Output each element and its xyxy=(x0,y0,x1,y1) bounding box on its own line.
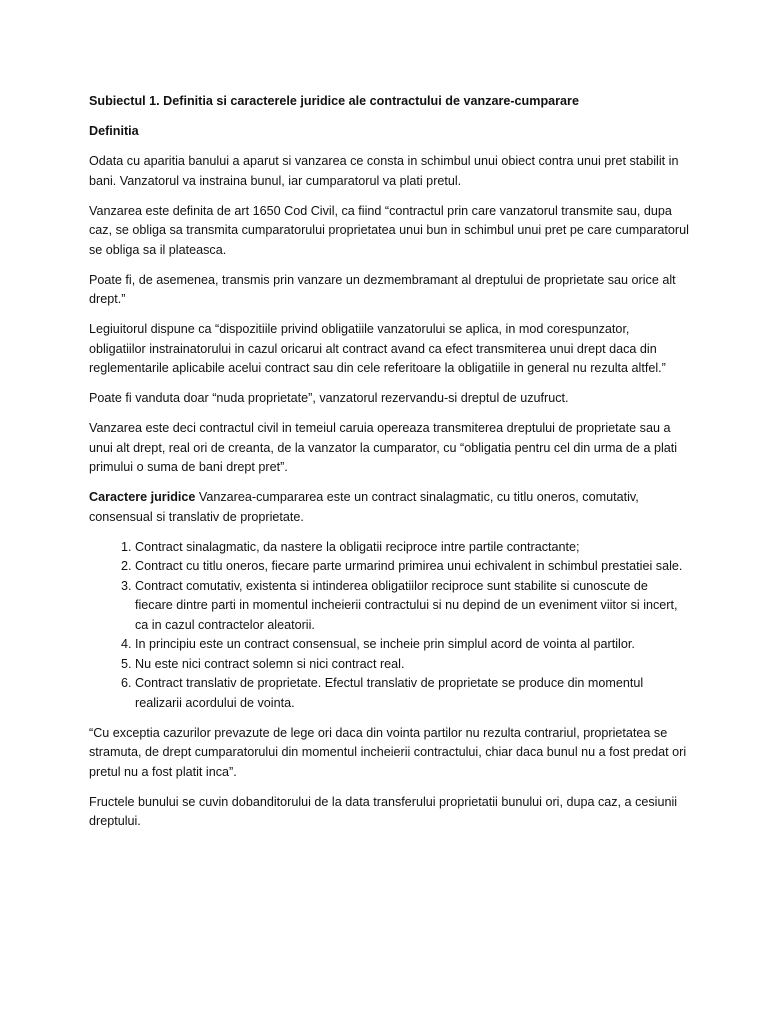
list-item: 6. Contract translativ de proprietate. Efectul translativ de proprietate se produce din momentul realizarii acordului de vointa. xyxy=(135,674,689,713)
characteristics-list xyxy=(89,538,689,714)
list-item: 3. Contract comutativ, existenta si intinderea obligatiilor reciproce sunt stabilite si cunoscute de fiecare dintre parti in momentul incheierii contractului si nu depind de un eveniment viitor si incert, ca in cazul contractelor aleatorii. xyxy=(135,577,689,636)
characteristics-heading: Caractere juridice xyxy=(89,490,196,504)
characteristics-text: Vanzarea-cumpararea este un contract sinalagmatic, cu titlu oneros, comutativ, consensual si translativ de proprietate. xyxy=(89,490,639,524)
paragraph: Fructele bunului se cuvin dobanditorului de la data transferului proprietatii bunului ori, dupa caz, a cesiunii dreptului. xyxy=(89,794,678,828)
list-item: 4. In principiu este un contract consensual, se incheie prin simplul acord de vointa al partilor. xyxy=(135,635,689,655)
list-item: 5. Nu este nici contract solemn si nici contract real. xyxy=(135,655,689,675)
characteristics-paragraph xyxy=(89,488,689,527)
paragraph: “Cu exceptia cazurilor prevazute de lege ori daca din vointa partilor nu rezulta contrariul, proprietatea se stramuta, de drept cumparatorului din momentul incheierii contractului, chiar daca bunul nu a fost predat ori pretul nu a fost platit inca”. xyxy=(89,725,687,779)
paragraph: Poate fi vanduta doar “nuda proprietate”, vanzatorul rezervandu-si dreptul de uzufruct. xyxy=(89,391,569,405)
paragraph: Vanzarea este deci contractul civil in temeiul caruia opereaza transmiterea dreptului de proprietate sau a unui alt drept, real ori de creanta, de la vanzator la cumparator, cu “obligatia pentru cel din urma de a plati primului o suma de bani drept pret”. xyxy=(89,421,678,474)
list-item: 2. Contract cu titlu oneros, fiecare parte urmarind primirea unui echivalent in schimbul prestatiei sale. xyxy=(135,557,689,577)
paragraph: Legiuitorul dispune ca “dispozitiile privind obligatiile vanzatorului se aplica, in mod corespunzator, obligatiilor instrainatorului in cazul oricarui alt contract avand ca efect transmiterea unui drept daca din reglementarile aplicabile acelui contract sau din cele referitoare la obligatiile in general nu rezulta altfel.” xyxy=(89,322,666,375)
list-item: 1. Contract sinalagmatic, da nastere la obligatii reciproce intre partile contractante; xyxy=(135,538,689,558)
document-title: Subiectul 1. Definitia si caracterele juridice ale contractului de vanzare-cumparare xyxy=(89,94,579,108)
paragraph: Odata cu aparitia banului a aparut si vanzarea ce consta in schimbul unui obiect contra unui pret stabilit in bani. Vanzatorul va instraina bunul, iar cumparatorul va plati pretul. xyxy=(89,154,679,188)
definition-heading: Definitia xyxy=(89,124,139,138)
document-page xyxy=(89,92,689,842)
paragraph: Vanzarea este definita de art 1650 Cod Civil, ca fiind “contractul prin care vanzatorul transmite sau, dupa caz, se obliga sa transmita cumparatorului proprietatea unui bun in schimbul unui pret pe care cumparatorul se obliga sa il plateasca. xyxy=(89,203,689,257)
paragraph: Poate fi, de asemenea, transmis prin vanzare un dezmembramant al dreptului de proprietate sau orice alt drept.” xyxy=(89,272,676,306)
